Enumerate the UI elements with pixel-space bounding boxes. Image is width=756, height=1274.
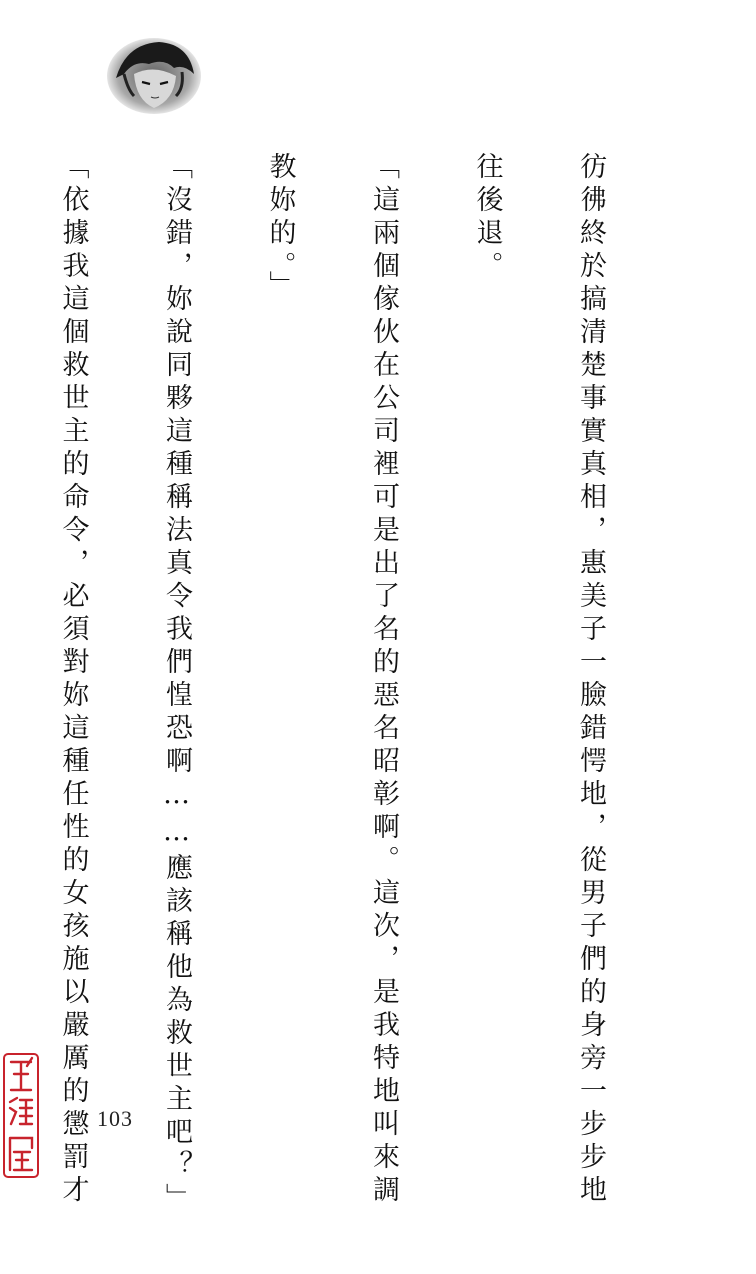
text-line: 「沒錯，妳說同夥這種稱法真令我們惶恐啊……應該稱他為救世主吧？」 <box>161 152 192 1216</box>
text-line: 「這兩個傢伙在公司裡可是出了名的惡名昭彰啊。這次，是我特地叫來調 <box>368 152 399 1208</box>
portrait-vignette-image <box>104 34 204 118</box>
text-line: 彷彿終於搞清楚事實真相，惠美子一臉錯愕地，從男子們的身旁一步步地 <box>575 152 606 1208</box>
text-line: 教妳的。」 <box>264 152 296 304</box>
text-line: 「依據我這個救世主的命令，必須對妳這種任性的女孩施以嚴厲的懲罰才 <box>57 152 89 1208</box>
page-number: 103 <box>97 1106 133 1131</box>
text-line: 往後退。 <box>471 152 503 284</box>
publisher-seal-icon <box>2 1052 40 1179</box>
